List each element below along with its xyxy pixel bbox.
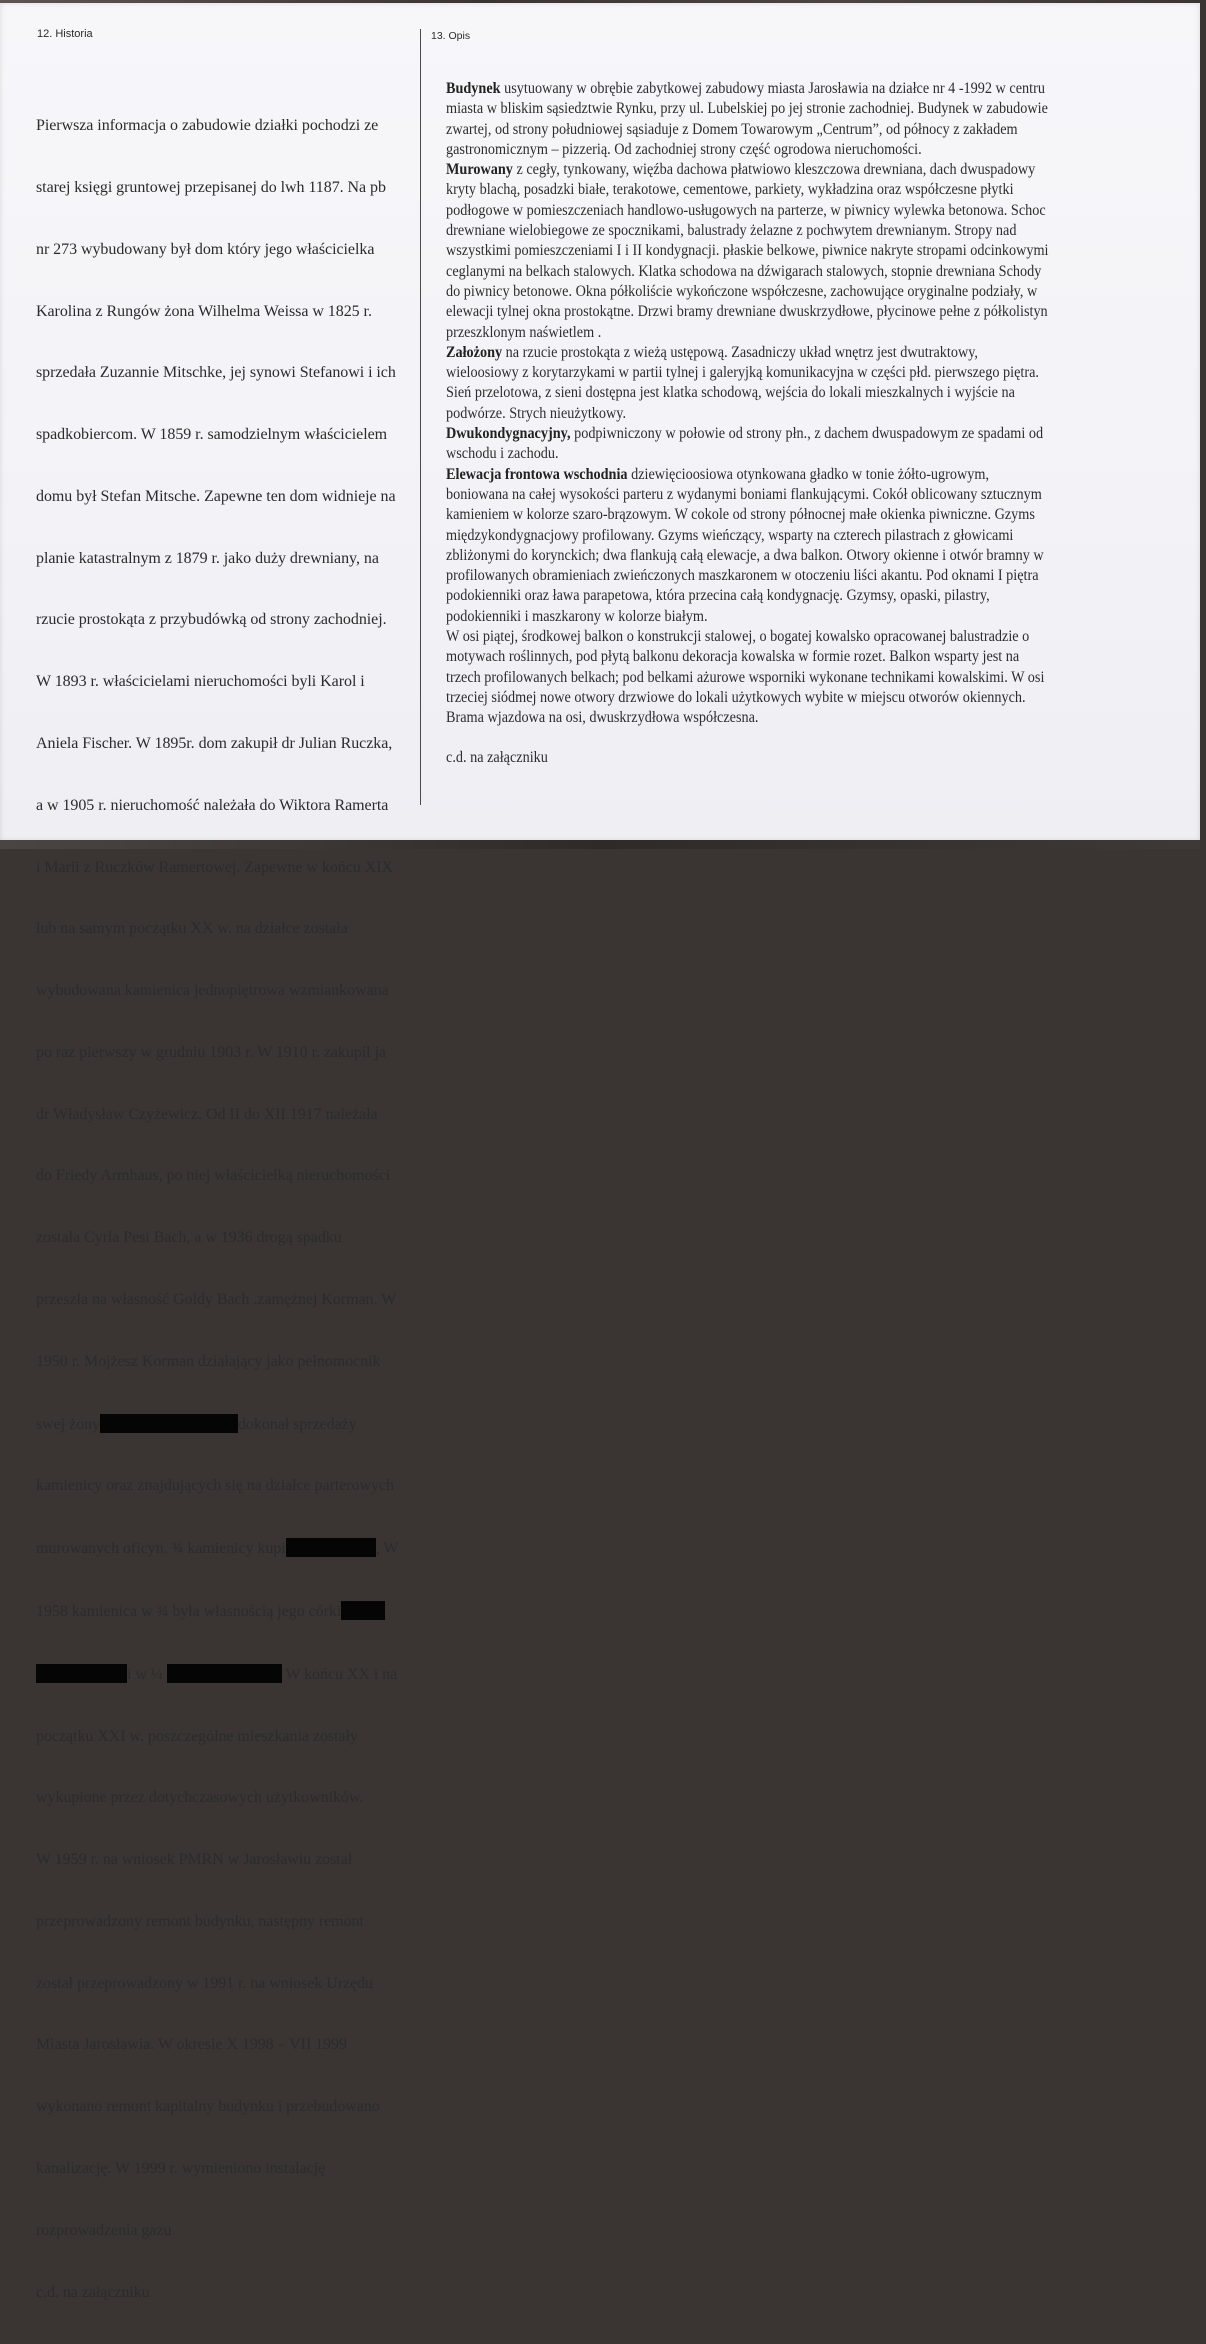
text-line: miasta w bliskim sąsiedztwie Rynku, przy ul. Lubelskiej po jej stronie zachodniej. Budynek w zabudowie: [446, 100, 1048, 118]
text-line: wybudowana kamienica jednopiętrowa wzmiankowana: [36, 982, 389, 1000]
text-line: Miasta Jarosławia. W okresie X 1998 – VII 1999: [36, 2036, 347, 2054]
text-fragment: W końcu XX i na: [281, 1665, 398, 1683]
text-line: międzykondygnacjowy profilowany. Gzyms wieńczący, wsparty na czterech pilastrach z głowicami: [446, 526, 1014, 544]
scan-bottom-edge: [0, 840, 1200, 849]
text-line: elewacji tylnej okna prostokątne. Drzwi bramy drewniane dwuskrzydłowe, płycinowe pełne z półkolistyn: [446, 303, 1048, 321]
description-text: [446, 79, 1206, 729]
text-line-redacted: [36, 1601, 416, 1623]
text-line: i Marii z Ruczków Ramertowej. Zapewne w końcu XIX: [36, 858, 393, 876]
text-line: gastronomicznym – pizzerią. Od zachodniej strony część ogrodowa nieruchomości.: [446, 140, 922, 158]
text-line: W 1893 r. właścicielami nieruchomości byli Karol i: [36, 673, 365, 691]
text-line: Aniela Fischer. W 1895r. dom zakupił dr Julian Ruczka,: [36, 735, 393, 752]
continuation-note: c.d. na załączniku: [36, 2283, 150, 2301]
text-line: Pierwsza informacja o zabudowie działki pochodzi ze: [36, 117, 379, 135]
text-fragment: 1958 kamienica w ¾ była własnością jego córki: [36, 1602, 342, 1620]
text-line: podokienniki oraz ława parapetowa, która przecina całą kondygnację. Gzymsy, opaski, pilastry,: [446, 587, 990, 605]
text-fragment: z cegły, tynkowany, więźba dachowa płatwiowo kleszczowa drewniana, dach dwuspadowy: [512, 161, 1036, 179]
text-line: została Cyrla Pesi Bach, a w 1936 drogą spadku: [36, 1229, 342, 1247]
text-line: kamieniem w kolorze szaro-brązowym. W cokole od strony północnej małe okienka piwniczne. Gzyms: [446, 506, 1035, 524]
text-line: po raz pierwszy w grudniu 1903 r. W 1910 r. zakupił ja: [36, 1043, 386, 1061]
text-line: [446, 160, 1153, 180]
text-line-redacted: [36, 1538, 416, 1560]
bold-keyword: Dwukondygnacyjny,: [446, 425, 571, 443]
document-page: [0, 3, 1200, 2301]
text-fragment: i w ¼: [127, 1665, 163, 1683]
redaction-box: [167, 1664, 282, 1683]
redaction-box: [36, 1664, 127, 1683]
text-fragment: , W: [375, 1540, 399, 1558]
text-line: początku XXI w. poszczególne mieszkania zostały: [36, 1727, 358, 1745]
text-line: drewniane wielobiegowe ze spocznikami, balustrady żelazne z pochwytem drewnianym. Stropy nad: [446, 222, 1017, 240]
continuation-note: c.d. na załączniku: [446, 749, 548, 766]
text-line: dr Władysław Czyżewicz. Od II do XII 1917 należała: [36, 1105, 378, 1123]
text-line: kryty blachą, posadzki białe, terakotowe, cementowe, parkiety, wykładzina oraz współczesne płytki: [446, 181, 1014, 199]
column-divider: [420, 29, 421, 805]
bold-keyword: Założony: [446, 343, 503, 361]
text-line: wschodu i zachodu.: [446, 445, 559, 463]
text-line: rozprowadzenia gazu: [36, 2221, 172, 2239]
text-line: Brama wjazdowa na osi, dwuskrzydłowa współczesna.: [446, 709, 759, 727]
text-fragment: podpiwniczony w połowie od strony płn., z dachem dwuspadowym ze spadami od: [570, 425, 1044, 443]
text-line: podwórze. Strych nieużytkowy.: [446, 404, 627, 422]
text-line: domu był Stefan Mitsche. Zapewne ten dom widnieje na: [36, 487, 396, 505]
history-text: [36, 75, 416, 2344]
text-line: [446, 424, 1153, 444]
text-line: nr 273 wybudowany był dom który jego właścicielka: [36, 240, 375, 258]
section-heading-opis: 13. Opis: [431, 30, 471, 42]
text-fragment: murowanych oficyn. ¾ kamienicy kupi: [36, 1540, 286, 1558]
bold-keyword: Budynek: [446, 80, 501, 97]
text-fragment: dokonał sprzedaży: [237, 1415, 357, 1433]
text-line: podłogowe w pomieszczeniach handlowo-usługowych na parterze, w piwnicy wylewka betonowa. Schoc: [446, 201, 1046, 219]
text-fragment: swej żony: [36, 1415, 100, 1433]
text-line: przeszła na własność Goldy Bach .zamężnej Korman. W: [36, 1291, 397, 1309]
text-line: profilowanych obramieniach zwieńczonych maszkaronem w otoczeniu liści akantu. Pod oknami I piętra: [446, 567, 1039, 585]
text-line: zwartej, od strony południowej sąsiaduje z Domem Towarowym „Centrum”, od północy z zakładem: [446, 120, 1018, 138]
text-line: 1950 r. Mojżesz Korman działający jako pełnomocnik: [36, 1352, 381, 1370]
text-line: [446, 465, 1153, 485]
text-line: wykupione przez dotychczasowych użytkowników.: [36, 1789, 364, 1807]
text-line: lub na samym początku XX w. na działce została: [36, 920, 348, 938]
text-line: przeszklonym naświetlem .: [446, 323, 602, 341]
text-line: spadkobiercom. W 1859 r. samodzielnym właścicielem: [36, 426, 388, 444]
text-line: kanalizację. W 1999 r. wymieniono instalację: [36, 2159, 326, 2177]
text-fragment: usytuowany w obrębie zabytkowej zabudowy miasta Jarosławia na działce nr 4 -1992 w centru: [500, 80, 1045, 97]
text-line: zbliżonymi do korynckich; dwa flankują całą elewacje, a dwa balkon. Otwory okienne i otwór bramny w: [446, 546, 1044, 564]
text-line-redacted: [36, 1414, 416, 1436]
text-line: Karolina z Rungów żona Wilhelma Weissa w 1825 r.: [36, 302, 372, 320]
text-line: Sień przelotowa, z sieni dostępna jest klatka schodową, wejścia do lokali mieszkalnych i wyjście na: [446, 384, 1015, 402]
text-line: trzech profilowanych belkach; pod belkami ażurowe wsporniki wykonane technikami kowalskimi. W osi: [446, 668, 1045, 686]
text-line: został przeprowadzony w 1991 r. na wniosek Urzędu: [36, 1974, 374, 1992]
text-line: trzeciej siódmej nowe otwory drzwiowe do lokali użytkowych wybite w miejscu otworów okiennych.: [446, 688, 1026, 706]
history-column: [0, 3, 420, 2301]
text-line: do Friedy Armhaus, po niej właścicielką nieruchomości: [36, 1167, 391, 1185]
text-line: do piwnicy betonowe. Okna półkoliście wykończone współczesne, zachowujące oryginalne podziały, w: [446, 282, 1038, 300]
text-line: wykonano remont kapitalny budynku i przebudowano: [36, 2098, 380, 2116]
text-line: motywach roślinnych, pod płytą balkonu dekoracja kowalska w formie rozet. Balkon wsparty jest na: [446, 648, 1020, 666]
text-line: a w 1905 r. nieruchomość należała do Wiktora Ramerta: [36, 796, 389, 814]
text-line: wieloosiowy z korytarzykami w partii tylnej i galeryjką komunikacyjna w części płd. pierwszego piętra.: [446, 364, 1039, 382]
text-line: W osi piątej, środkowej balkon o konstrukcji stalowej, o bogatej kowalsko opracowanej balustradzie o: [446, 628, 1030, 646]
text-line: sprzedała Zuzannie Mitschke, jej synowi Stefanowi i ich: [36, 364, 396, 382]
text-line: [446, 343, 1153, 363]
redaction-box: [100, 1414, 238, 1433]
text-line: przeprowadzony remont budynku, następny remont: [36, 1912, 364, 1930]
text-fragment: dziewięcioosiowa otynkowana gładko w tonie żółto-ugrowym,: [627, 465, 990, 483]
text-line-redacted: [36, 1664, 416, 1686]
bold-keyword: Murowany: [446, 161, 513, 179]
text-line: starej księgi gruntowej przepisanej do lwh 1187. Na pb: [36, 178, 386, 196]
text-line: podokienniki i maszkarony w kolorze białym.: [446, 607, 708, 625]
text-line: kamienicy oraz znajdujących się na działce parterowych: [36, 1477, 395, 1495]
section-heading-historia: 12. Historia: [37, 28, 93, 40]
text-line: ceglanymi na belkach stalowych. Klatka schodowa na dźwigarach stalowych, stopnie drewniana Schody: [446, 262, 1042, 280]
text-line: wszystkimi pomieszczeniami I i II kondygnacji. płaskie belkowe, piwnice nakryte stropami odcinkowymi: [446, 242, 1049, 260]
text-fragment: na rzucie prostokąta z wieżą ustępową. Zasadniczy układ wnętrz jest dwutraktowy,: [502, 343, 978, 361]
redaction-box: [286, 1538, 376, 1557]
bold-keyword: Elewacja frontowa wschodnia: [446, 465, 628, 483]
text-line: W 1959 r. na wniosek PMRN w Jarosławiu został: [36, 1851, 353, 1869]
redaction-box: [341, 1601, 385, 1620]
text-line: boniowana na całej wysokości parteru z wydanymi boniami flankującymi. Cokół oblicowany sztucznym: [446, 485, 1042, 503]
text-line: rzucie prostokąta z przybudówką od strony zachodniej.: [36, 611, 387, 629]
text-line: planie katastralnym z 1879 r. jako duży drewniany, na: [36, 549, 379, 567]
text-line: [446, 79, 1153, 99]
